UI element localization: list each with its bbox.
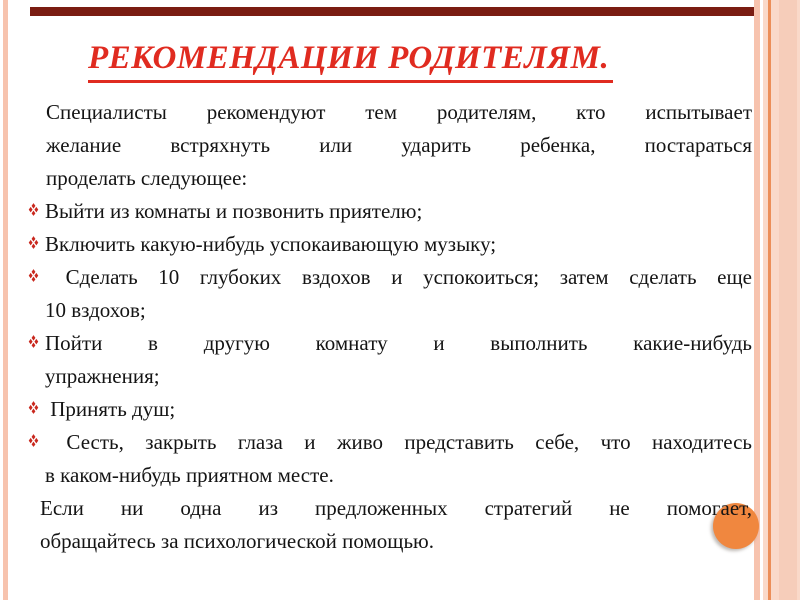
- right-band-accent-line: [768, 0, 771, 600]
- bullet-item: [28, 327, 752, 393]
- body-line: Принять душ;: [45, 397, 176, 421]
- slide-title: РЕКОМЕНДАЦИИ РОДИТЕЛЯМ.: [88, 40, 613, 83]
- body-paragraph: [28, 492, 752, 558]
- body-line: Включить какую-нибудь успокаивающую музыку;: [45, 232, 497, 256]
- bullet-item: [28, 228, 752, 261]
- body-line: Специалисты рекомендуют тем родителям, кто испытывает: [46, 100, 752, 124]
- bullet-text: [45, 195, 752, 228]
- bullet-icon: [28, 426, 45, 492]
- left-edge-strip-decoration: [3, 0, 8, 600]
- right-band-stripe: [779, 0, 797, 600]
- body-line: желание встряхнуть или ударить ребенка, постараться: [46, 133, 752, 157]
- bullet-text: [45, 261, 752, 327]
- bullet-icon: [28, 393, 45, 426]
- bullet-item: [28, 393, 752, 426]
- bullet-text: [45, 426, 752, 492]
- right-striped-band-decoration: [763, 0, 800, 600]
- body-line: Пойти в другую комнату и выполнить какие-нибудь: [45, 331, 752, 355]
- body-line: Сесть, закрыть глаза и живо представить себе, что находитесь: [45, 430, 752, 454]
- body-line: Сделать 10 глубоких вздохов и успокоиться; затем сделать еще: [45, 265, 752, 289]
- bullet-text: [45, 393, 752, 426]
- body-paragraph: [28, 96, 752, 195]
- body-line: в каком-нибудь приятном месте.: [45, 463, 334, 487]
- right-edge-line-decoration: [754, 0, 760, 600]
- body-line: 10 вздохов;: [45, 298, 146, 322]
- body-line: Выйти из комнаты и позвонить приятелю;: [45, 199, 423, 223]
- body-line: проделать следующее:: [46, 166, 248, 190]
- bullet-icon: [28, 261, 45, 327]
- bullet-icon: [28, 195, 45, 228]
- body-line: Если ни одна из предложенных стратегий не помогает,: [40, 496, 752, 520]
- bullet-item: [28, 261, 752, 327]
- bullet-text: [45, 327, 752, 393]
- bullet-text: [45, 228, 752, 261]
- top-accent-bar-decoration: [30, 7, 757, 16]
- body-line: обращайтесь за психологической помощью.: [40, 529, 434, 553]
- bullet-item: [28, 195, 752, 228]
- slide-body: [28, 96, 752, 558]
- bullet-icon: [28, 327, 45, 393]
- bullet-item: [28, 426, 752, 492]
- bullet-icon: [28, 228, 45, 261]
- body-line: упражнения;: [45, 364, 160, 388]
